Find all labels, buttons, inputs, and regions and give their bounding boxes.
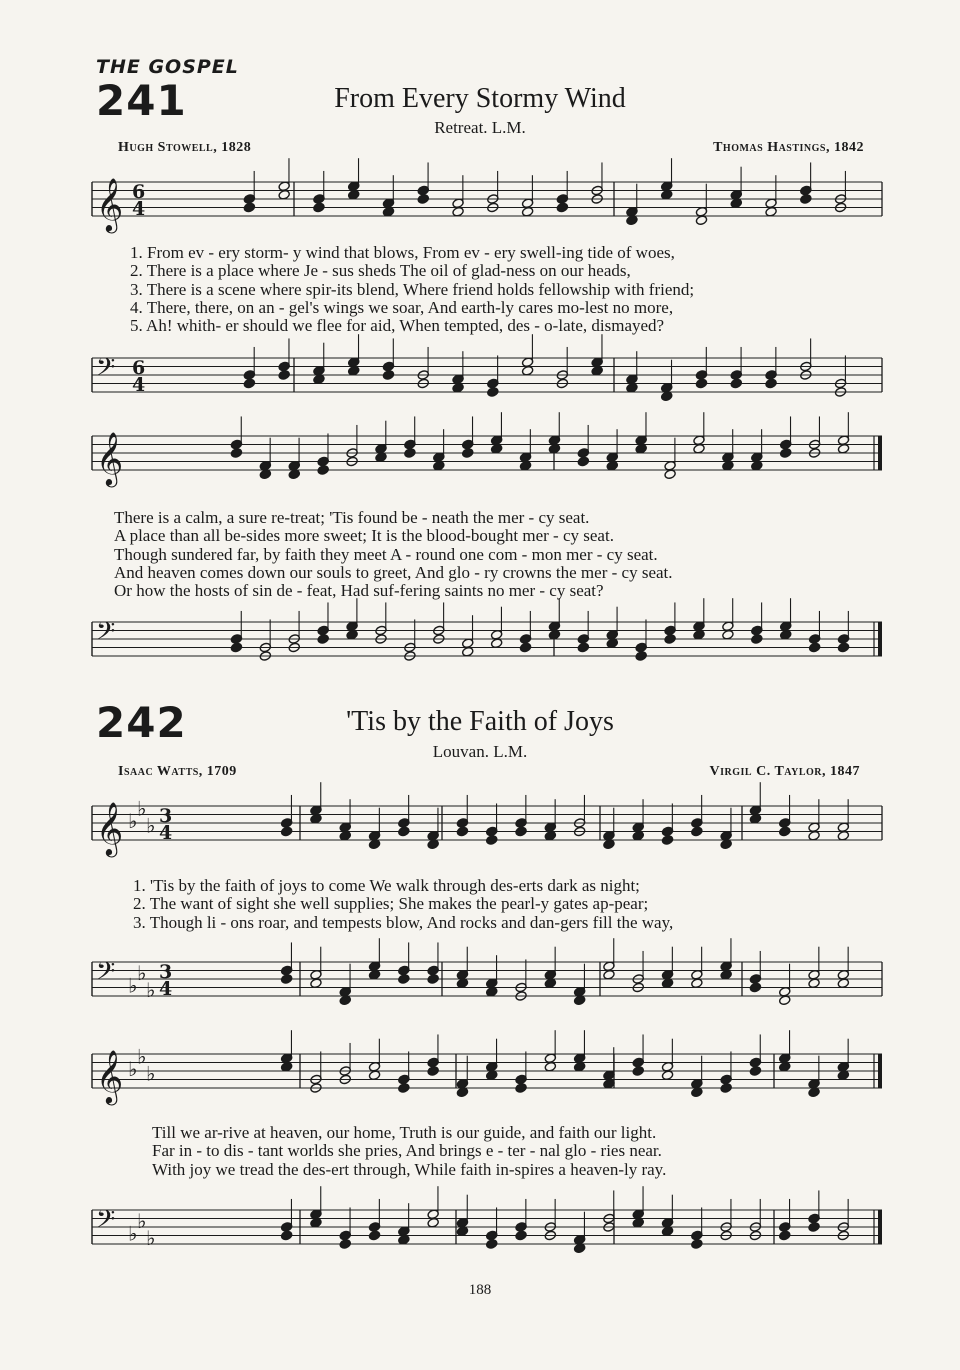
flat-icon: ♭	[146, 1061, 156, 1086]
lyric-line: 4. There, there, on an - gel's wings we soar, And earth-ly cares mo-lest no more,	[130, 297, 674, 317]
time-signature: 4	[159, 978, 173, 1001]
note-head	[339, 1239, 351, 1250]
time-signature: 4	[132, 198, 146, 221]
bass-clef-icon: 𝄢	[96, 1205, 116, 1241]
flat-icon: ♭	[128, 973, 138, 998]
lyric-line: With joy we tread the des-ert through, While faith in-spires a heaven-ly ray.	[152, 1159, 667, 1179]
note-head	[779, 1230, 791, 1241]
author-credit: Isaac Watts, 1709	[118, 764, 237, 779]
lyric-line: And heaven comes down our souls to greet, And glo - ry crowns the mer - cy seat.	[114, 562, 673, 582]
flat-icon: ♭	[137, 1208, 147, 1233]
flat-icon: ♭	[128, 809, 138, 833]
author-credit: Hugh Stowell, 1828	[118, 140, 252, 155]
treble-clef-icon: 𝄞	[96, 801, 124, 855]
lyric-line: 2. The want of sight she well supplies; She makes the pearl-y gates ap-pear;	[133, 894, 649, 914]
lyric-line: 1. 'Tis by the faith of joys to come We walk through des-erts dark as night;	[133, 876, 640, 895]
time-signature: 6	[132, 357, 146, 380]
section-label: THE GOSPEL	[96, 56, 239, 78]
lyric-line: 3. Though li - ons roar, and tempests blow, And rocks and dan-gers fill the way,	[133, 912, 674, 932]
tune-name: Retreat. L.M.	[434, 118, 526, 137]
flat-icon: ♭	[128, 1057, 138, 1081]
treble-clef-icon: 𝄞	[96, 177, 124, 231]
note-head	[280, 1230, 292, 1241]
bass-clef-icon: 𝄢	[96, 617, 116, 653]
lyric-line: 5. Ah! whith- er should we flee for aid, When tempted, des - o-late, dismayed?	[130, 316, 665, 336]
lyric-line: There is a calm, a sure re-treat; 'Tis found be - neath the mer - cy seat.	[114, 508, 590, 527]
composer-credit: Virgil C. Taylor, 1847	[709, 764, 860, 779]
lyric-line: 1. From ev - ery storm- y wind that blows, From ev - ery swell-ing tide of woes,	[130, 243, 675, 262]
time-signature: 4	[159, 822, 173, 845]
treble-clef-icon: 𝄞	[96, 1049, 124, 1103]
lyric-line: Or how the hosts of sin de - feat, Had suf-fering saints no mer - cy seat?	[114, 581, 604, 601]
note-head	[368, 1230, 380, 1241]
lyric-line: Till we ar-rive at heaven, our home, Truth is our guide, and faith our light.	[152, 1123, 657, 1142]
note-head	[691, 1239, 703, 1250]
lyric-line: 3. There is a scene where spir-its blend, Where friend holds fellowship with friend;	[130, 279, 695, 299]
flat-icon: ♭	[146, 1225, 156, 1250]
hymn-number: 242	[96, 698, 187, 747]
lyric-line: A place than all be-sides more sweet; It is the blood-bought mer - cy seat.	[114, 526, 614, 546]
tune-name: Louvan. L.M.	[432, 742, 528, 761]
flat-icon: ♭	[137, 1044, 147, 1069]
time-signature: 6	[132, 181, 146, 204]
flat-icon: ♭	[146, 813, 156, 838]
time-signature: 4	[132, 374, 146, 397]
hymn-title: From Every Stormy Wind	[334, 83, 626, 114]
flat-icon: ♭	[146, 977, 156, 1002]
lyric-line: Far in - to dis - tant worlds she pries, And brings e - ter - nal glo - ries near.	[152, 1141, 662, 1161]
final-barline	[878, 1210, 882, 1244]
lyric-line: Though sundered far, by faith they meet A - round one com - mon mer - cy seat.	[114, 544, 658, 564]
note-head	[808, 1222, 820, 1233]
note-head	[515, 1230, 527, 1241]
hymn-number: 241	[96, 76, 187, 125]
composer-credit: Thomas Hastings, 1842	[713, 140, 864, 155]
bass-clef-icon: 𝄢	[96, 353, 116, 389]
note-head	[486, 1239, 498, 1250]
flat-icon: ♭	[137, 960, 147, 985]
time-signature: 3	[159, 805, 173, 828]
page-number: 188	[468, 1282, 492, 1298]
bass-clef-icon: 𝄢	[96, 957, 116, 993]
treble-clef-icon: 𝄞	[96, 431, 124, 485]
lyric-line: 2. There is a place where Je - sus sheds The oil of glad-ness on our heads,	[130, 261, 631, 281]
flat-icon: ♭	[128, 1221, 138, 1246]
hymn-title: 'Tis by the Faith of Joys	[346, 706, 614, 737]
flat-icon: ♭	[137, 796, 147, 821]
time-signature: 3	[159, 961, 173, 984]
